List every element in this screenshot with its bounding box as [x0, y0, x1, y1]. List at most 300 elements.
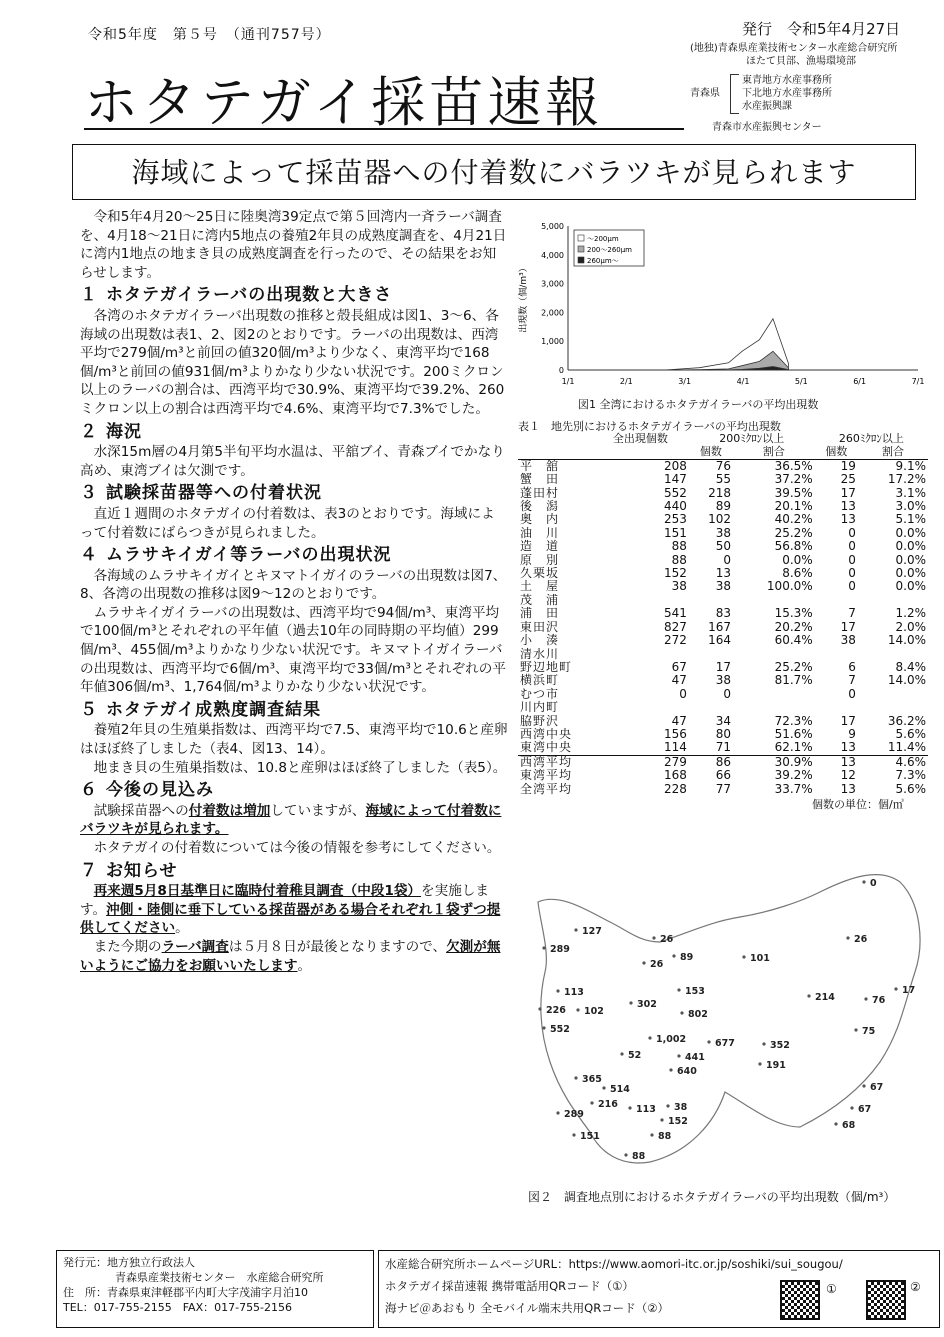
- value-cell: 0.0%: [782, 552, 813, 567]
- section-text-6b: ホタテガイの付着数については今後の情報を参考にしてください。: [93, 840, 501, 856]
- value-cell: 47: [671, 673, 687, 688]
- station-value: 76: [872, 995, 886, 1006]
- sub-office: 下北地方水産事務所: [742, 88, 832, 99]
- value-cell: 13: [840, 781, 856, 796]
- value-cell: 25: [840, 472, 856, 487]
- value-cell: 50: [715, 539, 731, 554]
- value-cell: 0: [723, 686, 731, 701]
- value-cell: 0.0%: [895, 552, 926, 567]
- station-value: 26: [650, 959, 664, 970]
- prefecture-label: 青森県: [690, 88, 720, 99]
- station-dot: [762, 1042, 765, 1045]
- section-text-7b: また今期のラーバ調査は５月８日が最後となりますので、欠測が無いようにご協力をお願いいたします。: [80, 938, 501, 974]
- station-dot: [834, 1122, 837, 1125]
- x-tick-label: 6/1: [853, 377, 867, 386]
- value-cell: [858, 648, 928, 661]
- station-value: 802: [688, 1009, 708, 1020]
- station-dot: [556, 1111, 559, 1114]
- value-cell: 9.1%: [895, 458, 926, 473]
- issue-number: 令和5年度 第５号 （通刊757号）: [88, 27, 331, 43]
- station-dot: [628, 1106, 631, 1109]
- station-dot: [672, 954, 675, 957]
- value-cell: 25.2%: [774, 525, 813, 540]
- value-cell: 76: [715, 458, 731, 473]
- location-cell: 造 道: [520, 539, 560, 554]
- value-cell: 151: [663, 525, 687, 540]
- value-cell: 13: [815, 755, 858, 769]
- qr-code-1-icon[interactable]: [780, 1280, 820, 1320]
- station-value: 226: [546, 1005, 566, 1016]
- table-header-ratio: 割合: [858, 445, 928, 459]
- station-dot: [862, 1084, 865, 1087]
- value-cell: [689, 701, 733, 714]
- value-cell: 60.4%: [774, 633, 813, 648]
- value-cell: 272: [663, 633, 687, 648]
- average-row: [518, 783, 928, 796]
- value-cell: 19: [840, 458, 856, 473]
- legend-label: 200～260μm: [587, 246, 632, 254]
- station-dot: [574, 1076, 577, 1079]
- station-value: 191: [766, 1060, 786, 1071]
- location-cell: 油 川: [520, 525, 560, 540]
- table-header-200: 200ﾐｸﾛﾝ以上: [719, 432, 785, 445]
- station-value: 216: [598, 1099, 618, 1110]
- station-dot: [758, 1062, 761, 1065]
- value-cell: [733, 648, 815, 661]
- section-text-4a: 各海域のムラサキイガイとキヌマトイガイのラーバの出現数は図7、8、各湾の出現数の推移は図9～12のとおりです。: [80, 567, 507, 603]
- station-dot: [572, 1133, 575, 1136]
- station-dot: [542, 1026, 545, 1029]
- location-cell: 奥 内: [520, 512, 560, 527]
- station-dot: [648, 1036, 651, 1039]
- x-tick-label: 5/1: [794, 377, 808, 386]
- station-value: 214: [815, 992, 835, 1003]
- value-cell: 541: [663, 606, 687, 621]
- station-value: 88: [658, 1131, 672, 1142]
- section-heading-1: １ ホタテガイラーバの出現数と大きさ: [80, 285, 393, 306]
- value-cell: 0: [848, 566, 856, 581]
- location-cell: 蟹 田: [520, 472, 560, 487]
- sub-offices: [742, 74, 832, 113]
- value-cell: 38: [671, 579, 687, 594]
- value-cell: 0: [848, 525, 856, 540]
- section-text-7a: 再来週5月8日基準日に臨時付着稚貝調査（中段1袋）を実施します。沖側・陸側に垂下している採苗器がある場合それぞれ１袋ずつ提供してください。: [80, 883, 501, 937]
- value-cell: 14.0%: [887, 633, 926, 648]
- value-cell: 13: [715, 566, 731, 581]
- qr1-text: ホタテガイ採苗速報 携帯電話用QRコード（①）: [385, 1279, 634, 1293]
- table-row: [518, 527, 928, 540]
- station-value: 113: [636, 1104, 656, 1115]
- station-dot: [650, 1133, 653, 1136]
- publisher-phone: TEL：017-755-2155 FAX：017-755-2156: [63, 1301, 293, 1314]
- station-value: 52: [628, 1050, 642, 1061]
- station-dot: [660, 1118, 663, 1121]
- value-cell: 0: [848, 552, 856, 567]
- table-row: [518, 540, 928, 553]
- value-cell: 38: [715, 525, 731, 540]
- table-row: [518, 728, 928, 741]
- value-cell: 147: [663, 472, 687, 487]
- larva-chart: [516, 216, 936, 412]
- value-cell: 36.5%: [774, 458, 813, 473]
- station-dot: [624, 1153, 627, 1156]
- value-cell: 0.0%: [895, 566, 926, 581]
- table-row: [518, 459, 928, 473]
- value-cell: 3.0%: [895, 499, 926, 514]
- station-dot: [538, 1007, 541, 1010]
- value-cell: 0: [848, 539, 856, 554]
- value-cell: 17: [840, 485, 856, 500]
- y-tick-label: 2,000: [541, 308, 564, 318]
- station-value: 289: [550, 944, 570, 955]
- value-cell: 5.6%: [895, 781, 926, 796]
- x-tick-label: 2/1: [619, 377, 633, 386]
- value-cell: 114: [663, 740, 687, 755]
- value-cell: 38: [840, 633, 856, 648]
- qr-code-2-icon[interactable]: [866, 1280, 906, 1320]
- legend-swatch: [578, 257, 584, 263]
- location-cell: 後 潟: [520, 499, 560, 514]
- value-cell: [733, 701, 815, 714]
- average-row: [518, 755, 928, 769]
- x-tick-label: 4/1: [736, 377, 750, 386]
- table-row: [518, 648, 928, 661]
- table-row: [518, 741, 928, 755]
- location-cell: むつ市: [520, 686, 560, 701]
- y-tick-label: 1,000: [541, 337, 564, 347]
- value-cell: 86: [689, 755, 733, 769]
- city-office: 青森市水産振興センター: [712, 122, 822, 133]
- value-cell: [592, 701, 689, 714]
- value-cell: 279: [592, 755, 689, 769]
- station-dot: [707, 1040, 710, 1043]
- value-cell: 228: [663, 781, 687, 796]
- station-value: 640: [677, 1066, 697, 1077]
- station-value: 352: [770, 1040, 790, 1051]
- value-cell: 102: [708, 512, 731, 527]
- location-cell: 蓬田村: [520, 485, 560, 500]
- station-dot: [894, 987, 897, 990]
- y-tick-label: 3,000: [541, 279, 564, 289]
- x-tick-label: 3/1: [678, 377, 692, 386]
- value-cell: 39.5%: [774, 485, 813, 500]
- station-dot: [850, 1106, 853, 1109]
- bay-outline: [538, 875, 920, 1163]
- org-line2: ほたて貝部、漁場環境部: [746, 56, 856, 67]
- value-cell: [689, 594, 733, 607]
- section-text-3: 直近１週間のホタテガイの付着数は、表3のとおりです。海域によって付着数にばらつきが見られました。: [80, 505, 495, 541]
- section-text-2: 水深15m層の4月第5半旬平均水温は、平舘ブイ、青森ブイでかなり高め、東湾ブイは欠測です。: [80, 444, 505, 479]
- publisher-line: 青森県産業技術センター 水産総合研究所: [115, 1271, 324, 1284]
- station-value: 1,002: [656, 1034, 687, 1045]
- value-cell: 66: [715, 768, 731, 783]
- section-heading-2: ２ 海況: [80, 421, 142, 442]
- value-cell: 11.4%: [887, 740, 926, 755]
- location-cell: 原 別: [520, 552, 560, 567]
- table-header-ratio: 割合: [733, 445, 815, 459]
- value-cell: 38: [715, 673, 731, 688]
- issue-date: 発行 令和5年4月27日: [742, 20, 901, 38]
- value-cell: 36.2%: [887, 713, 926, 728]
- value-cell: 12: [840, 768, 856, 783]
- article-body: [80, 208, 508, 975]
- station-value: 17: [902, 985, 916, 996]
- value-cell: 83: [715, 606, 731, 621]
- value-cell: [815, 648, 858, 661]
- station-dot: [680, 1011, 683, 1014]
- station-dot: [677, 988, 680, 991]
- table-unit: 個数の単位：個/㎥: [812, 798, 904, 811]
- section-text-5a: 養殖2年貝の生殖巣指数は、西湾平均で7.5、東湾平均で10.6と産卵はほぼ終了しました（表4、図13、14）。: [80, 722, 508, 758]
- average-row: [518, 769, 928, 782]
- value-cell: 0.0%: [895, 525, 926, 540]
- sub-office: 水産振興課: [742, 101, 792, 112]
- map-caption: 図２ 調査地点別におけるホタテガイラーバの平均出現数（個/m³）: [528, 1190, 896, 1204]
- value-cell: 7: [848, 606, 856, 621]
- value-cell: 40.2%: [774, 512, 813, 527]
- location-cell: 土 屋: [520, 579, 560, 594]
- station-value: 101: [750, 953, 770, 964]
- table-row: [518, 500, 928, 513]
- station-value: 113: [564, 987, 584, 998]
- location-cell: 川内町: [520, 700, 560, 715]
- section-heading-4: ４ ムラサキイガイ等ラーバの出現状況: [80, 545, 392, 566]
- value-cell: 38: [715, 579, 731, 594]
- value-cell: 7: [848, 673, 856, 688]
- qr1-mark: ①: [826, 1282, 837, 1296]
- value-cell: 17: [715, 659, 731, 674]
- y-tick-label: 0: [558, 366, 564, 375]
- org-line1: (地独)青森県産業技術センター水産総合研究所: [690, 43, 898, 54]
- links-box: [378, 1250, 940, 1328]
- table-row: [518, 634, 928, 647]
- value-cell: 8.6%: [782, 566, 813, 581]
- table-row: [518, 674, 928, 687]
- value-cell: 47: [671, 713, 687, 728]
- value-cell: 56.8%: [774, 539, 813, 554]
- station-value: 153: [685, 986, 705, 997]
- station-dot: [574, 928, 577, 931]
- larva-table: [518, 432, 928, 796]
- station-dot: [862, 880, 865, 883]
- value-cell: 5.1%: [895, 512, 926, 527]
- value-cell: 17: [840, 713, 856, 728]
- station-dot: [846, 936, 849, 939]
- location-cell: 浦 田: [520, 606, 560, 621]
- station-map: [520, 862, 940, 1182]
- station-dot: [620, 1052, 623, 1055]
- value-cell: 9: [848, 726, 856, 741]
- value-cell: [733, 594, 815, 607]
- value-cell: 71: [715, 740, 731, 755]
- table-row: [518, 554, 928, 567]
- table-row: [518, 607, 928, 620]
- station-value: 514: [610, 1084, 630, 1095]
- value-cell: 168: [663, 768, 687, 783]
- value-cell: [858, 701, 928, 714]
- table-header-total: 全出現個数: [612, 432, 668, 445]
- station-value: 151: [580, 1131, 600, 1142]
- value-cell: 88: [671, 539, 687, 554]
- location-cell: 脇野沢: [520, 713, 560, 728]
- table-row: [518, 513, 928, 526]
- value-cell: 208: [663, 458, 687, 473]
- station-dot: [629, 1001, 632, 1004]
- bracket-divider: [730, 74, 739, 114]
- value-cell: 0.0%: [895, 539, 926, 554]
- legend-swatch: [578, 235, 584, 241]
- station-value: 677: [715, 1038, 735, 1049]
- value-cell: 164: [708, 633, 731, 648]
- table-header-count: 個数: [815, 445, 858, 459]
- value-cell: [689, 648, 733, 661]
- publisher-address: 住 所：青森県東津軽郡平内町大字茂浦字月泊10: [63, 1286, 308, 1299]
- value-cell: 80: [715, 726, 731, 741]
- value-cell: 552: [663, 485, 687, 500]
- table-row: [518, 701, 928, 714]
- value-cell: 17: [840, 619, 856, 634]
- chart-caption: 図1 全湾におけるホタテガイラーバの平均出現数: [578, 398, 819, 411]
- y-axis-label: 出現数（個/m³）: [519, 263, 529, 333]
- station-dot: [666, 1104, 669, 1107]
- page-title: ホタテガイ採苗速報: [84, 71, 604, 134]
- location-cell: 茂 浦: [520, 592, 560, 607]
- value-cell: 13: [840, 512, 856, 527]
- location-cell: 平 舘: [520, 458, 560, 473]
- location-cell: 清水川: [520, 646, 560, 661]
- value-cell: 3.1%: [895, 485, 926, 500]
- legend-label: 260μm～: [587, 257, 619, 265]
- station-dot: [652, 936, 655, 939]
- value-cell: 440: [663, 499, 687, 514]
- value-cell: 20.2%: [774, 619, 813, 634]
- value-cell: 4.6%: [858, 755, 928, 769]
- station-value: 88: [632, 1151, 646, 1162]
- station-value: 0: [870, 878, 877, 889]
- value-cell: 152: [663, 566, 687, 581]
- value-cell: 0.0%: [895, 579, 926, 594]
- table-row: [518, 661, 928, 674]
- publisher-org: [690, 42, 940, 68]
- homepage-url[interactable]: 水産総合研究所ホームページURL：https://www.aomori-itc.or.jp/soshiki/sui_sougou/: [385, 1257, 843, 1271]
- value-cell: [592, 648, 689, 661]
- value-cell: [815, 701, 858, 714]
- value-cell: 67: [671, 659, 687, 674]
- y-tick-label: 4,000: [541, 250, 564, 260]
- station-dot: [576, 1008, 579, 1011]
- table-row: [518, 621, 928, 634]
- value-cell: 88: [671, 552, 687, 567]
- legend-swatch: [578, 246, 584, 252]
- sub-office: 東青地方水産事務所: [742, 75, 832, 86]
- table-header-blank: [518, 432, 592, 445]
- value-cell: 51.6%: [774, 726, 813, 741]
- table-row: [518, 580, 928, 593]
- value-cell: 81.7%: [774, 673, 813, 688]
- value-cell: 89: [715, 499, 731, 514]
- value-cell: 218: [708, 485, 731, 500]
- value-cell: 0: [848, 686, 856, 701]
- station-value: 89: [680, 952, 694, 963]
- value-cell: 5.6%: [895, 726, 926, 741]
- station-value: 441: [685, 1052, 705, 1063]
- intro-paragraph: 令和5年4月20～25日に陸奥湾39定点で第５回湾内一斉ラーバ調査を、4月18～21日に湾内5地点の養殖2年貝の成熟度調査を、4月21日に湾内1地点の地まき貝の成熟度調査を行ったので、その結果をお知らせします。: [80, 209, 507, 281]
- value-cell: 0: [679, 686, 687, 701]
- section-text-5b: 地まき貝の生殖巣指数は、10.8と産卵はほぼ終了しました（表5）。: [93, 759, 507, 776]
- value-cell: 17.2%: [887, 472, 926, 487]
- location-cell: 全湾平均: [520, 781, 573, 796]
- section-text-6a: 試験採苗器への付着数は増加していますが、海域によって付着数にバラツキが見られます。: [80, 802, 502, 838]
- table-title: 表１ 地先別におけるホタテガイラーバの平均出現数: [518, 420, 781, 433]
- table-row: [518, 487, 928, 500]
- station-dot: [602, 1086, 605, 1089]
- value-cell: [815, 594, 858, 607]
- location-cell: 東湾平均: [520, 768, 573, 783]
- value-cell: 100.0%: [766, 579, 813, 594]
- station-dot: [807, 994, 810, 997]
- x-tick-label: 1/1: [561, 377, 575, 386]
- station-dot: [590, 1101, 593, 1104]
- table-row: [518, 567, 928, 580]
- station-dot: [669, 1068, 672, 1071]
- value-cell: 34: [715, 713, 731, 728]
- station-dot: [742, 955, 745, 958]
- value-cell: 33.7%: [774, 781, 813, 796]
- value-cell: 13: [840, 740, 856, 755]
- section-heading-6: ６ 今後の見込み: [80, 780, 214, 801]
- value-cell: 253: [663, 512, 687, 527]
- station-dot: [542, 946, 545, 949]
- station-value: 552: [550, 1024, 570, 1035]
- section-heading-3: ３ 試験採苗器等への付着状況: [80, 483, 322, 504]
- value-cell: [733, 688, 815, 701]
- location-cell: 東田沢: [520, 619, 560, 634]
- station-value: 26: [854, 934, 868, 945]
- location-cell: 久栗坂: [520, 566, 560, 581]
- location-cell: 横浜町: [520, 673, 560, 688]
- value-cell: 8.4%: [895, 659, 926, 674]
- value-cell: 62.1%: [774, 740, 813, 755]
- value-cell: 14.0%: [887, 673, 926, 688]
- location-cell: 野辺地町: [520, 659, 573, 674]
- value-cell: 55: [715, 472, 731, 487]
- station-value: 152: [668, 1116, 688, 1127]
- publisher-box: [56, 1250, 374, 1328]
- publisher-line: 発行元：地方独立行政法人: [63, 1256, 195, 1269]
- station-value: 302: [637, 999, 657, 1010]
- station-value: 38: [674, 1102, 688, 1113]
- value-cell: 20.1%: [774, 499, 813, 514]
- value-cell: 15.3%: [774, 606, 813, 621]
- title-underline: [84, 128, 684, 130]
- qr2-text: 海ナビ＠あおもり 全モバイル端末共用QRコード（②）: [385, 1301, 670, 1315]
- station-value: 365: [582, 1074, 602, 1085]
- station-dot: [677, 1054, 680, 1057]
- value-cell: 39.2%: [774, 768, 813, 783]
- headline-banner: 海域によって採苗器への付着数にバラツキが見られます: [72, 144, 916, 200]
- section-text-4b: ムラサキイガイラーバの出現数は、西湾平均で94個/m³、東湾平均で100個/m³とそれぞれの平年値（過去10年の同時期の平均値）299個/m³、455個/m³よりかなり少ない状況です。キヌマトイガイラーバの出現数は、西湾平均で6個/m³、東湾平均で33個/m³とそれぞれの平年値306個/m³、1,764個/m³よりかなり少ない状況です。: [80, 604, 506, 696]
- value-cell: 77: [715, 781, 731, 796]
- station-dot: [642, 961, 645, 964]
- value-cell: [592, 594, 689, 607]
- location-cell: 西湾平均: [518, 755, 592, 769]
- table-row: [518, 473, 928, 486]
- value-cell: 72.3%: [774, 713, 813, 728]
- x-tick-label: 7/1: [911, 377, 925, 386]
- station-value: 67: [870, 1082, 884, 1093]
- station-value: 67: [858, 1104, 872, 1115]
- value-cell: [858, 594, 928, 607]
